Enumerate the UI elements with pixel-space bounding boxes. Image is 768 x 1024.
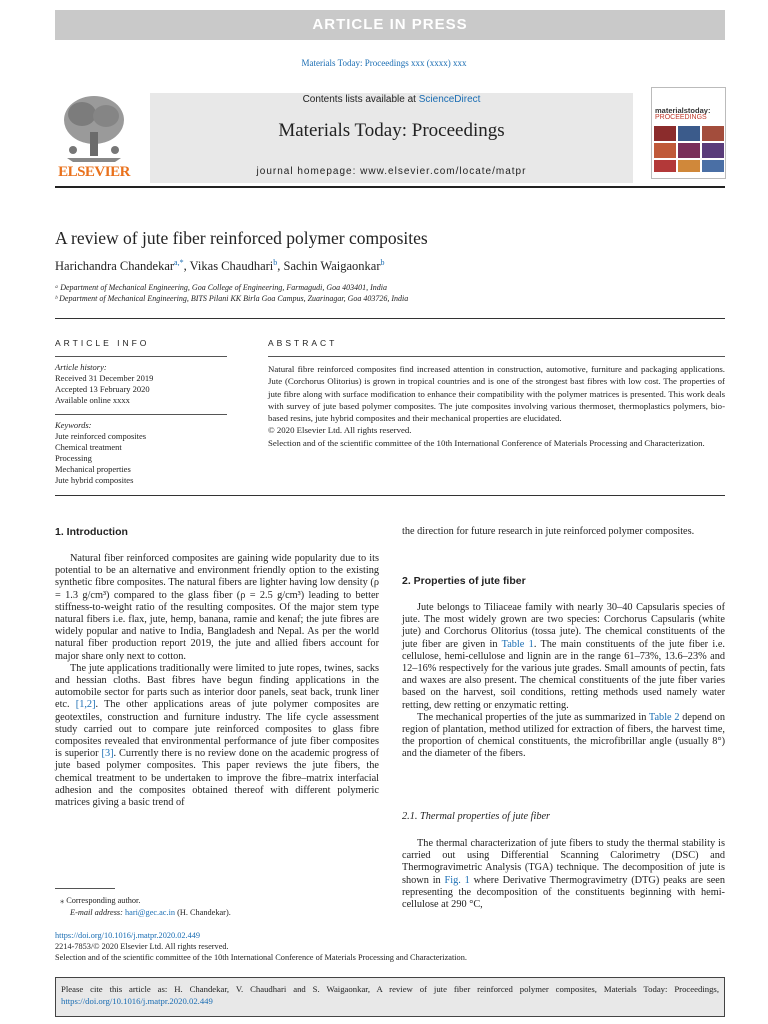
- footnote-rule: [55, 888, 115, 889]
- author-affiliation-mark[interactable]: b: [380, 258, 385, 267]
- paper-title: A review of jute fiber reinforced polymer composites: [55, 228, 428, 248]
- citation-link[interactable]: [1,2]: [75, 699, 96, 711]
- abstract-rule: [268, 356, 725, 357]
- abstract-bottom-rule: [55, 495, 725, 496]
- journal-title: Materials Today: Proceedings: [278, 120, 505, 141]
- author-name: Harichandra Chandekar: [55, 259, 175, 274]
- abstract-text: Natural fibre reinforced composites find increased attention in construction, automotive, furniture and packaging applications. Jute (Corchorus Olitorius) is grown in tropical countries and is one of the strongest bast fibres with low cost. The properties of jute fibre along with surface modification to enhance their compatibility with the polymer matrices is presented. This work deals with survey of jute based polymer composites. The jute composites involving various thermoset, thermoplastics polymers, bio-based resins, jute hybrid composites and their mechanical properties are elucidated.: [268, 364, 725, 424]
- doi-link[interactable]: https://doi.org/10.1016/j.matpr.2020.02.449: [55, 931, 201, 940]
- keyword: Processing: [55, 453, 92, 463]
- cover-subtitle: PROCEEDINGS: [655, 114, 707, 121]
- keyword: Jute hybrid composites: [55, 475, 134, 485]
- journal-cover-thumbnail: [651, 87, 726, 179]
- introduction-heading: 1. Introduction: [55, 526, 128, 538]
- article-info-rule: [55, 356, 227, 357]
- keyword: Mechanical properties: [55, 464, 131, 474]
- email-note: E-mail address: hari@gec.ac.in (H. Chandekar).: [70, 908, 231, 917]
- author-name: Vikas Chaudhari: [189, 259, 274, 274]
- author-name: Sachin Waigaonkar: [283, 259, 381, 274]
- citation-link[interactable]: [3]: [101, 748, 114, 760]
- abstract-copyright: © 2020 Elsevier Ltd. All rights reserved.: [268, 425, 412, 436]
- author-affiliation-mark[interactable]: b: [273, 258, 278, 267]
- properties-heading: 2. Properties of jute fiber: [402, 575, 526, 587]
- author-affiliation-mark[interactable]: a,*: [174, 258, 184, 267]
- header-rule: [55, 186, 725, 188]
- citation-text: Please cite this article as: H. Chandekar, V. Chaudhari and S. Waigaonkar, A review of jute fiber reinforced polymer composites, Materials Today: Proceedings,: [61, 984, 719, 994]
- article-history: Article history: Received 31 December 2019 Accepted 13 February 2020 Available online xxxx: [55, 362, 154, 405]
- abstract-selection: Selection and of the scientific committee of the 10th International Conference of Materials Processing and Characterization.: [268, 437, 705, 448]
- journal-homepage[interactable]: journal homepage: www.elsevier.com/locate/matpr: [256, 166, 527, 177]
- affiliation-a: ᵃ Department of Mechanical Engineering, Goa College of Engineering, Farmagudi, Goa 403401, India: [55, 283, 388, 292]
- journal-reference-link[interactable]: Materials Today: Proceedings xxx (xxxx) xxx: [301, 58, 467, 68]
- keywords-rule: [55, 414, 227, 415]
- contents-line: Contents lists available at ScienceDirect: [302, 94, 481, 105]
- right-column-continuation: the direction for future research in jute reinforced polymer composites.: [402, 526, 695, 537]
- author-list: Harichandra Chandekar$^{a,*}$, Vikas Chaudhari$^b$, Sachin Waigaonkar$^b$: [55, 258, 385, 274]
- thermal-properties-body: The thermal characterization of jute fibers to study the thermal stability is carried out using Differential Scanning Calorimetry (DSC) and Thermogravimetric Analysis (TGA) technique. The decomposition of jute is shown in Fig. 1 where Derivative Thermogravimetry (DTG) peaks are seen representing the decomposition of the constituents beginning with hemi-cellulose at 290 °C,: [402, 838, 726, 911]
- keywords-list: Keywords: Jute reinforced composites Chemical treatment Processing Mechanical properties Jute hybrid composites: [55, 420, 227, 486]
- affiliation-rule: [55, 318, 725, 319]
- citation-doi-link[interactable]: https://doi.org/10.1016/j.matpr.2020.02.449: [61, 996, 213, 1006]
- table-2-link[interactable]: Table 2: [648, 711, 680, 723]
- intro-paragraph-2: The jute applications traditionally were limited to jute ropes, twines, sacks and hessian cloths. Bast fibres have begun finding applications in the automobile sector for parts such as interior door panels, seat back, trunk liner etc. [1,2]. The other applications areas of jute polymer composites are geotextiles, construction and furniture industry. The life cycle assessment study carried out to compare jute reinforced composites to glass fibre composites revealed that environmental performance of jute fiber composites is superior [3]. Currently there is no review done on the academic progress of jute based polymer composites. This paper reviews the jute fibers, the chemical treatment to be undertaken to improve the fibre–matrix interfacial adhesion and the composites obtained thereof with different polymeric matrices giving a basic trend of: [55, 662, 379, 809]
- sciencedirect-link[interactable]: ScienceDirect: [418, 94, 481, 105]
- cover-image-grid: [654, 126, 724, 174]
- abstract-body: [268, 363, 725, 449]
- cover-title: materialstoday:: [655, 106, 711, 115]
- article-in-press-banner: ARTICLE IN PRESS: [55, 10, 725, 40]
- properties-body: Jute belongs to Tiliaceae family with nearly 30–40 Capsularis species of jute. The most widely grown are two species: Corchorus Capsularis (white jute) and Corchorus Olitorius (tossa jute). The chemical constituents of the jute fiber are given in Table 1. The main constituents of the jute fiber i.e. cellulose, hemi-cellulose and lignin are in the range 61–73%, 13.6–23% and 12–16% respectively for the various jute grades. Small amounts of pectin, fats and waxes are also present. The chemical constituents of the jute fiber varies based on the harvest, soil conditions, retting methods used namely water retting, dew retting or enzymatic retting. The mechanical properties of the jute as summarized in Table 2 depend on region of plantation, method utilized for extraction of fibers, the harvest time, the proportion of chemical constituents, the microfibrillar angle (usually 8°) and the diameter of the fibers.: [402, 602, 725, 760]
- keyword: Chemical treatment: [55, 442, 122, 452]
- figure-1-link[interactable]: Fig. 1: [444, 874, 470, 886]
- elsevier-wordmark: ELSEVIER: [58, 164, 130, 180]
- article-info-heading: ARTICLE INFO: [55, 338, 150, 348]
- citation-box: [55, 977, 725, 1017]
- intro-paragraph-1: Natural fiber reinforced composites are gaining wide popularity due to its potential to be an alternative and environment friendly option to the existing synthetic fibre composites. The natural fibers are lighter having low density (ρ = 1.3 g/cm³) compared to the glass fiber (ρ = 2.5 g/cm³) leading to better stiffness-to-weight ratio of the resulting composites. Of the major stem type natural fibers i.e. flax, jute, hemp, banana, ramie and kenaf; the jute fibres are widely popular and native to India, Bangladesh and Nepal. As per the world natural fiber production report 2019, the jute and allied fibers account for major share only next to cotton.: [55, 553, 379, 662]
- abstract-heading: ABSTRACT: [268, 338, 338, 348]
- table-1-link[interactable]: Table 1: [501, 638, 534, 650]
- email-link[interactable]: hari@gec.ac.in: [125, 908, 176, 917]
- issn-copyright: 2214-7853/© 2020 Elsevier Ltd. All rights reserved.: [55, 942, 229, 951]
- corresponding-author-note: ⁎ Corresponding author.: [60, 896, 141, 905]
- selection-note: Selection and of the scientific committee of the 10th International Conference of Materials Processing and Characterization.: [55, 953, 467, 962]
- affiliation-b: ᵇ Department of Mechanical Engineering, BITS Pilani KK Birla Goa Campus, Zuarinagar, Goa 403726, India: [55, 294, 409, 303]
- keyword: Jute reinforced composites: [55, 431, 147, 441]
- thermal-properties-heading: 2.1. Thermal properties of jute fiber: [402, 811, 551, 822]
- introduction-body: [55, 553, 379, 809]
